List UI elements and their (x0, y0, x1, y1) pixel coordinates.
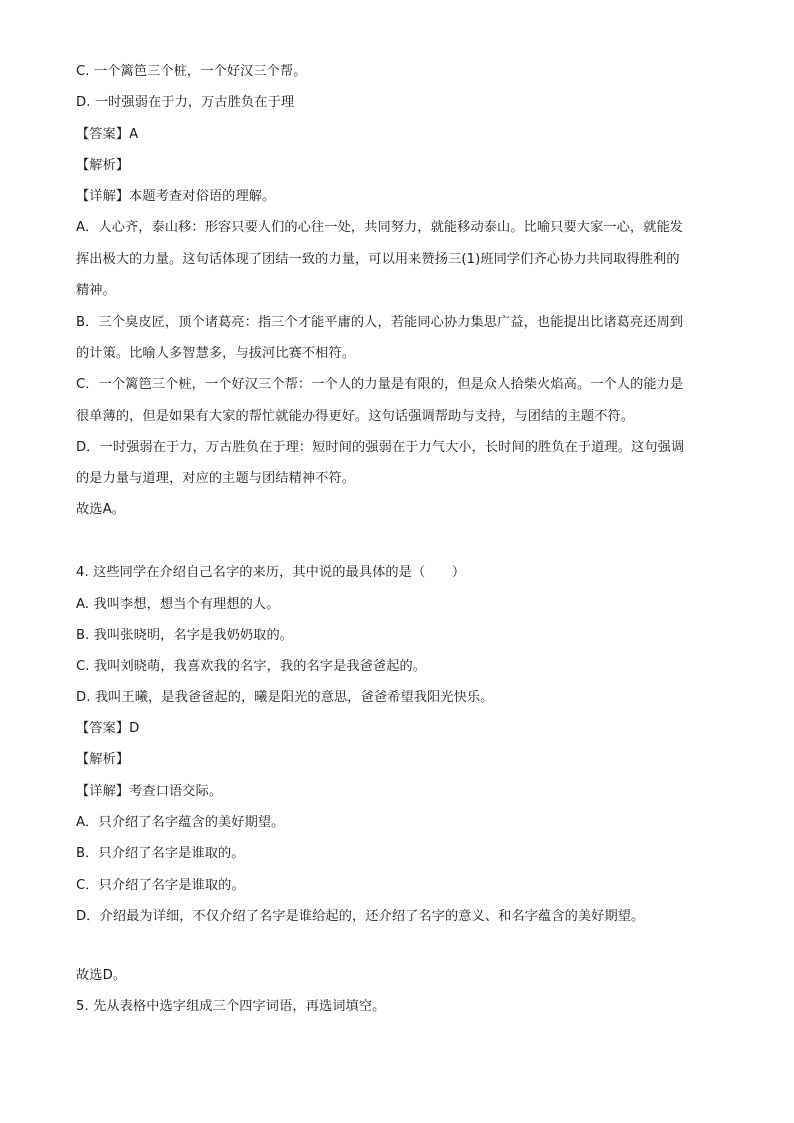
q4-detail-c: C．只介绍了名字是谁取的。 (76, 878, 245, 893)
answer-label: 【答案】A (76, 127, 139, 142)
q4-answer-label: 【答案】D (76, 721, 140, 736)
detail-a-line2: 挥出极大的力量。这句话体现了团结一致的力量，可以用来赞扬三(1)班同学们齐心协力共同取得胜利的 (76, 252, 680, 267)
q4-conclusion: 故选D。 (76, 968, 127, 983)
detail-c-line2: 很单薄的，但是如果有大家的帮忙就能办得更好。这句话强调帮助与支持，与团结的主题不符。 (76, 409, 635, 424)
q4-analysis-label: 【解析】 (76, 752, 130, 767)
detail-d-line2: 的是力量与道理，对应的主题与团结精神不符。 (76, 471, 356, 486)
detail-b-line2: 的计策。比喻人多智慧多，与拔河比赛不相符。 (76, 346, 356, 361)
q4-detail-d: D．介绍最为详细，不仅介绍了名字是谁给起的，还介绍了名字的意义、和名字蕴含的美好期望。 (76, 909, 645, 924)
q4-option-d: D. 我叫王曦，是我爸爸起的，曦是阳光的意思，爸爸希望我阳光快乐。 (76, 690, 494, 705)
q4-option-a: A. 我叫李想，想当个有理想的人。 (76, 597, 280, 612)
question-4: 4. 这些同学在介绍自己名字的来历，其中说的最具体的是（ ） (76, 565, 466, 580)
detail-c-line1: C．一个篱笆三个桩，一个好汉三个帮：一个人的力量是有限的，但是众人拾柴火焰高。一个人的能力是 (76, 377, 684, 392)
option-d-line: D. 一时强弱在于力，万古胜负在于理 (76, 95, 295, 110)
detail-a-line3: 精神。 (76, 283, 116, 298)
q4-option-b: B. 我叫张晓明，名字是我奶奶取的。 (76, 628, 294, 643)
q4-detail-intro: 【详解】考查口语交际。 (76, 784, 223, 799)
q4-detail-a: A．只介绍了名字蕴含的美好期望。 (76, 815, 285, 830)
detail-d-line1: D．一时强弱在于力，万古胜负在于理：短时间的强弱在于力气大小，长时间的胜负在于道理。这句强调 (76, 440, 685, 455)
question-5: 5. 先从表格中选字组成三个四字词语，再选词填空。 (76, 999, 386, 1014)
q4-detail-b: B．只介绍了名字是谁取的。 (76, 846, 245, 861)
detail-a-line1: A．人心齐，泰山移：形容只要人们的心往一处，共同努力，就能移动泰山。比喻只要大家一心，就能发 (76, 220, 684, 235)
detail-b-line1: B．三个臭皮匠，顶个诸葛亮：指三个才能平庸的人，若能同心协力集思广益，也能提出比诸葛亮还周到 (76, 315, 684, 330)
option-c-line: C. 一个篱笆三个桩，一个好汉三个帮。 (76, 64, 307, 79)
analysis-label: 【解析】 (76, 158, 130, 173)
q4-option-c: C. 我叫刘晓萌，我喜欢我的名字，我的名字是我爸爸起的。 (76, 659, 427, 674)
conclusion-line: 故选A。 (76, 502, 125, 517)
detail-intro: 【详解】本题考查对俗语的理解。 (76, 189, 276, 204)
